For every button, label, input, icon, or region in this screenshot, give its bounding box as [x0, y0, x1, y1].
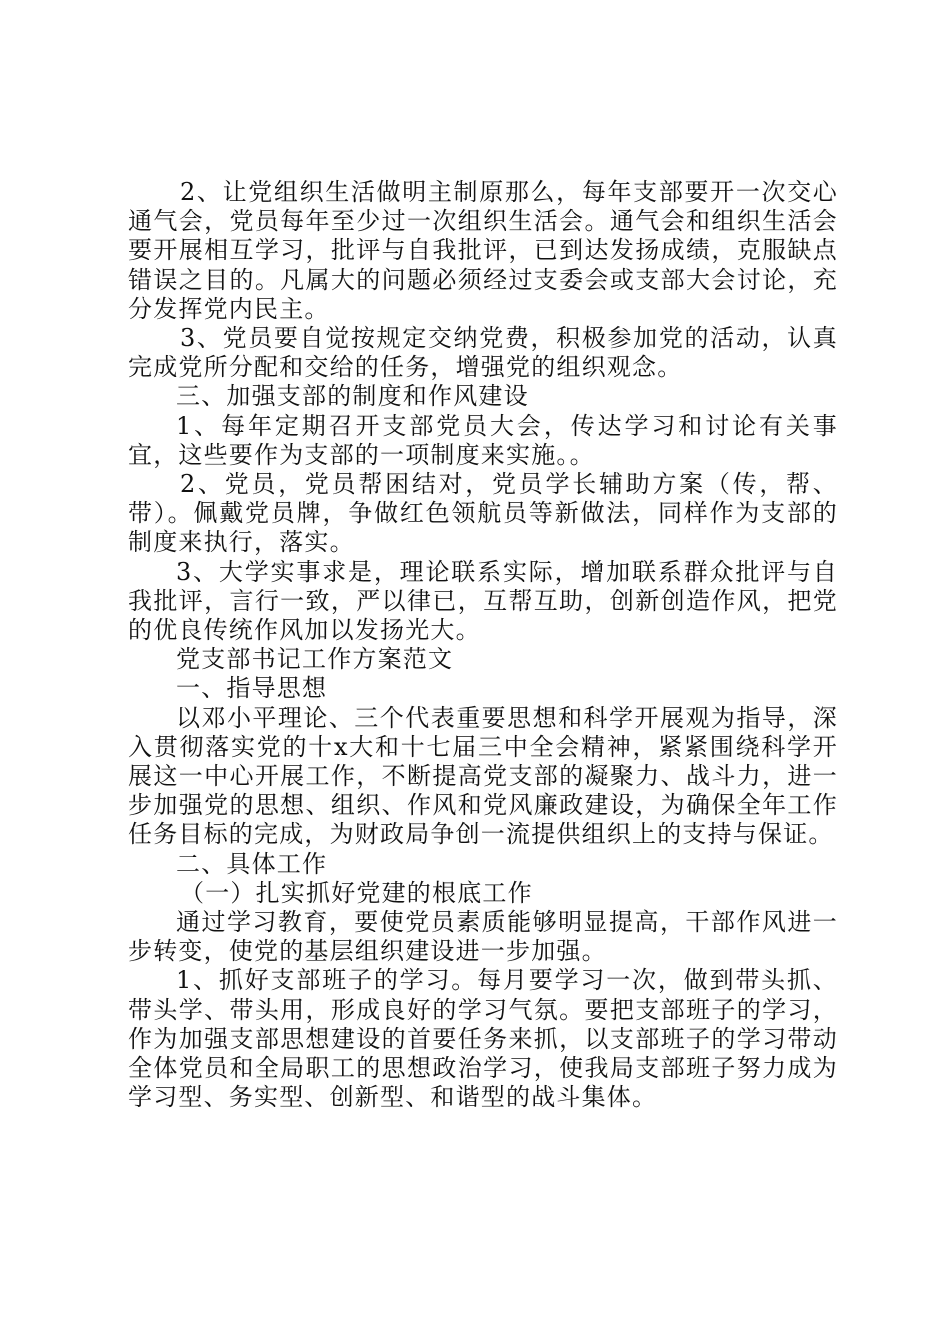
document-title: 党支部书记工作方案范文 — [176, 645, 454, 674]
paragraph-section3-item-1: 1、每年定期召开支部党员大会，传达学习和讨论有关事宜，这些要作为支部的一项制度来实施。。 — [128, 411, 838, 469]
paragraph-item-2: 2、让党组织生活做明主制原那么，每年支部要开一次交心通气会，党员每年至少过一次组织生活会。通气会和组织生活会要开展相互学习，批评与自我批评，已到达发扬成绩，克服缺点错误之目的。凡属大的问题必须经过支委会或支部大会讨论，充分发挥党内民主。 — [128, 178, 838, 323]
subsection-heading-1: （一）扎实抓好党建的根底工作 — [180, 878, 533, 907]
paragraph-section3-item-2: 2、党员，党员帮困结对，党员学长辅助方案（传，帮、带）。佩戴党员牌，争做红色领航员等新做法，同样作为支部的制度来执行，落实。 — [128, 470, 838, 557]
section-heading-specific-work: 二、具体工作 — [176, 849, 328, 878]
paragraph-study-item-1: 1、抓好支部班子的学习。每月要学习一次，做到带头抓、带头学、带头用，形成良好的学习气氛。要把支部班子的学习，作为加强支部思想建设的首要任务来抓，以支部班子的学习带动全体党员和全局职工的思想政治学习，使我局支部班子努力成为学习型、务实型、创新型、和谐型的战斗集体。 — [128, 966, 838, 1112]
paragraph-education: 通过学习教育，要使党员素质能够明显提高，干部作风进一步转变，使党的基层组织建设进一步加强。 — [128, 908, 838, 966]
paragraph-section3-item-3: 3、大学实事求是，理论联系实际，增加联系群众批评与自我批评，言行一致，严以律已，互帮互助，创新创造作风，把党的优良传统作风加以发扬光大。 — [128, 557, 838, 645]
section-heading-guiding-thought: 一、指导思想 — [176, 674, 328, 703]
section-heading-3: 三、加强支部的制度和作风建设 — [176, 382, 529, 411]
paragraph-item-3: 3、党员要自觉按规定交纳党费，积极参加党的活动，认真完成党所分配和交给的任务，增强党的组织观念。 — [128, 324, 838, 382]
paragraph-guiding-thought: 以邓小平理论、三个代表重要思想和科学开展观为指导，深入贯彻落实党的十x大和十七届三中全会精神，紧紧围绕科学开展这一中心开展工作，不断提高党支部的凝聚力、战斗力，进一步加强党的思想、组织、作风和党风廉政建设，为确保全年工作任务目标的完成，为财政局争创一流提供组织上的支持与保证。 — [128, 703, 838, 849]
document-body — [128, 178, 838, 1113]
